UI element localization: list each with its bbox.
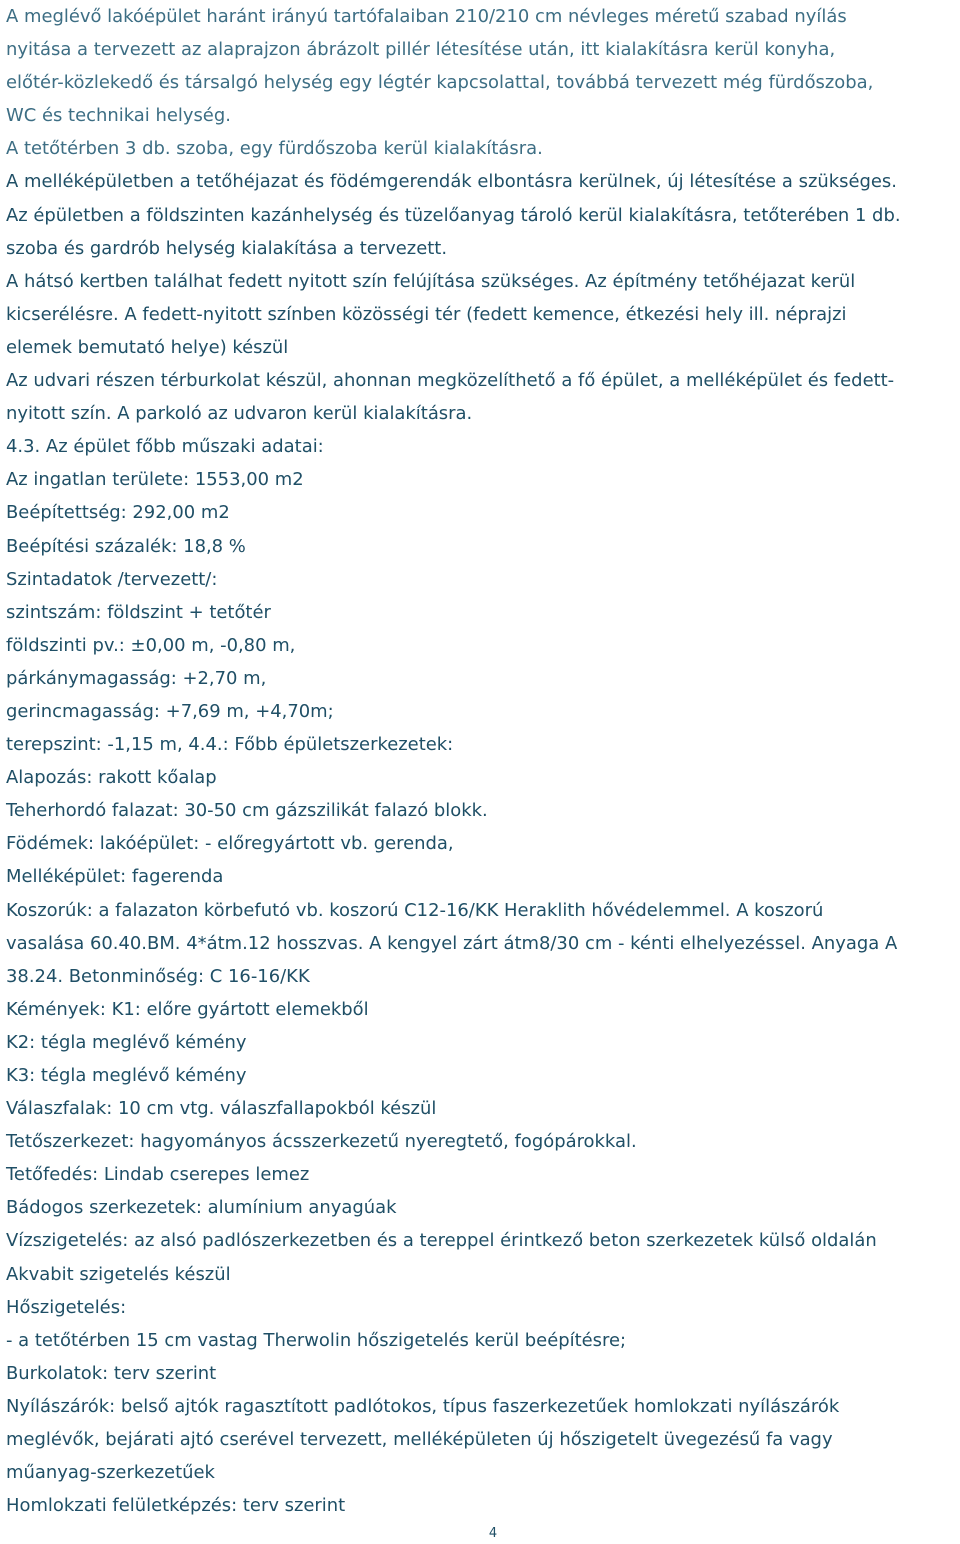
text-line: Vízszigetelés: az alsó padlószerkezetben és a tereppel érintkező beton szerkezetek külső oldalán bbox=[6, 1230, 877, 1252]
text-line: Födémek: lakóépület: - előregyártott vb. gerenda, bbox=[6, 833, 454, 855]
document-body bbox=[6, 0, 956, 1522]
text-line: terepszint: -1,15 m, 4.4.: Főbb épületszerkezetek: bbox=[6, 734, 454, 756]
text-line: Tetőszerkezet: hagyományos ácsszerkezetű nyeregtető, fogópárokkal. bbox=[6, 1131, 637, 1153]
text-line: A hátsó kertben találhat fedett nyitott szín felújítása szükséges. Az építmény tetőhéjazat kerül bbox=[6, 270, 856, 292]
text-line: Az udvari részen térburkolat készül, ahonnan megközelíthető a fő épület, a melléképület és fedett- bbox=[6, 370, 895, 392]
text-line: párkánymagasság: +2,70 m, bbox=[6, 667, 267, 689]
text-line: 38.24. Betonminőség: C 16-16/KK bbox=[6, 965, 310, 987]
text-line: Akvabit szigetelés készül bbox=[6, 1263, 231, 1285]
text-line: Az ingatlan területe: 1553,00 m2 bbox=[6, 469, 304, 491]
text-line: Nyílászárók: belső ajtók ragasztított padlótokos, típus faszerkezetűek homlokzati nyílászárók bbox=[6, 1395, 840, 1417]
text-line: A tetőtérben 3 db. szoba, egy fürdőszoba kerül kialakításra. bbox=[6, 138, 543, 160]
text-line: Beépítési százalék: 18,8 % bbox=[6, 535, 246, 557]
text-line: - a tetőtérben 15 cm vastag Therwolin hőszigetelés kerül beépítésre; bbox=[6, 1329, 627, 1351]
text-line: földszinti pv.: ±0,00 m, -0,80 m, bbox=[6, 634, 296, 656]
text-line: szoba és gardrób helység kialakítása a tervezett. bbox=[6, 237, 448, 259]
text-line: Kémények: K1: előre gyártott elemekből bbox=[6, 998, 369, 1020]
text-line: A melléképületben a tetőhéjazat és födémgerendák elbontásra kerülnek, új létesítése a szükséges. bbox=[6, 171, 897, 193]
text-line: Teherhordó falazat: 30-50 cm gázszilikát falazó blokk. bbox=[6, 800, 488, 822]
text-line: Burkolatok: terv szerint bbox=[6, 1362, 217, 1384]
text-line: Melléképület: fagerenda bbox=[6, 866, 224, 888]
text-line: Koszorúk: a falazaton körbefutó vb. koszorú C12-16/KK Heraklith hővédelemmel. A koszorú bbox=[6, 899, 824, 921]
text-line: Beépítettség: 292,00 m2 bbox=[6, 502, 230, 524]
text-line: meglévők, bejárati ajtó cserével tervezett, melléképületen új hőszigetelt üvegezésű fa vagy bbox=[6, 1429, 833, 1451]
text-line: szintszám: földszint + tetőtér bbox=[6, 601, 271, 623]
text-line: K2: tégla meglévő kémény bbox=[6, 1031, 247, 1053]
text-line: Alapozás: rakott kőalap bbox=[6, 767, 217, 789]
text-line: K3: tégla meglévő kémény bbox=[6, 1065, 247, 1086]
text-line: Az épületben a földszinten kazánhelység és tüzelőanyag tároló kerül kialakításra, tetőterében 1 db. bbox=[6, 204, 901, 226]
text-line: Szintadatok /tervezett/: bbox=[6, 568, 218, 590]
text-line: nyitott szín. A parkoló az udvaron kerül kialakításra. bbox=[6, 403, 473, 425]
text-line: vasalása 60.40.BM. 4*átm.12 hosszvas. A kengyel zárt átm8/30 cm - kénti elhelyezéssel. Anyaga A bbox=[6, 932, 898, 954]
text-line: Tetőfedés: Lindab cserepes lemez bbox=[6, 1164, 310, 1186]
text-line: A meglévő lakóépület haránt irányú tartófalaiban 210/210 cm névleges méretű szabad nyílás bbox=[6, 6, 847, 27]
text-line: Válaszfalak: 10 cm vtg. válaszfallapokból készül bbox=[6, 1098, 437, 1120]
text-line: gerincmagasság: +7,69 m, +4,70m; bbox=[6, 700, 334, 722]
text-line: 4.3. Az épület főbb műszaki adatai: bbox=[6, 436, 324, 458]
text-line: Homlokzati felületképzés: terv szerint bbox=[6, 1495, 346, 1517]
text-line: Hőszigetelés: bbox=[6, 1296, 127, 1318]
text-line: műanyag-szerkezetűek bbox=[6, 1462, 215, 1484]
text-line: Bádogos szerkezetek: alumínium anyagúak bbox=[6, 1197, 397, 1219]
text-line: előtér-közlekedő és társalgó helység egy légtér kapcsolattal, továbbá tervezett még fürdőszoba, bbox=[6, 72, 874, 94]
text-line: elemek bemutató helye) készül bbox=[6, 336, 289, 358]
text-line: nyitása a tervezett az alaprajzon ábrázolt pillér létesítése után, itt kialakításra kerül konyha, bbox=[6, 39, 836, 61]
text-line: WC és technikai helység. bbox=[6, 105, 231, 127]
page-number: 4 bbox=[488, 1526, 498, 1541]
text-line: kicserélésre. A fedett-nyitott színben közösségi tér (fedett kemence, étkezési hely ill. néprajzi bbox=[6, 303, 847, 325]
